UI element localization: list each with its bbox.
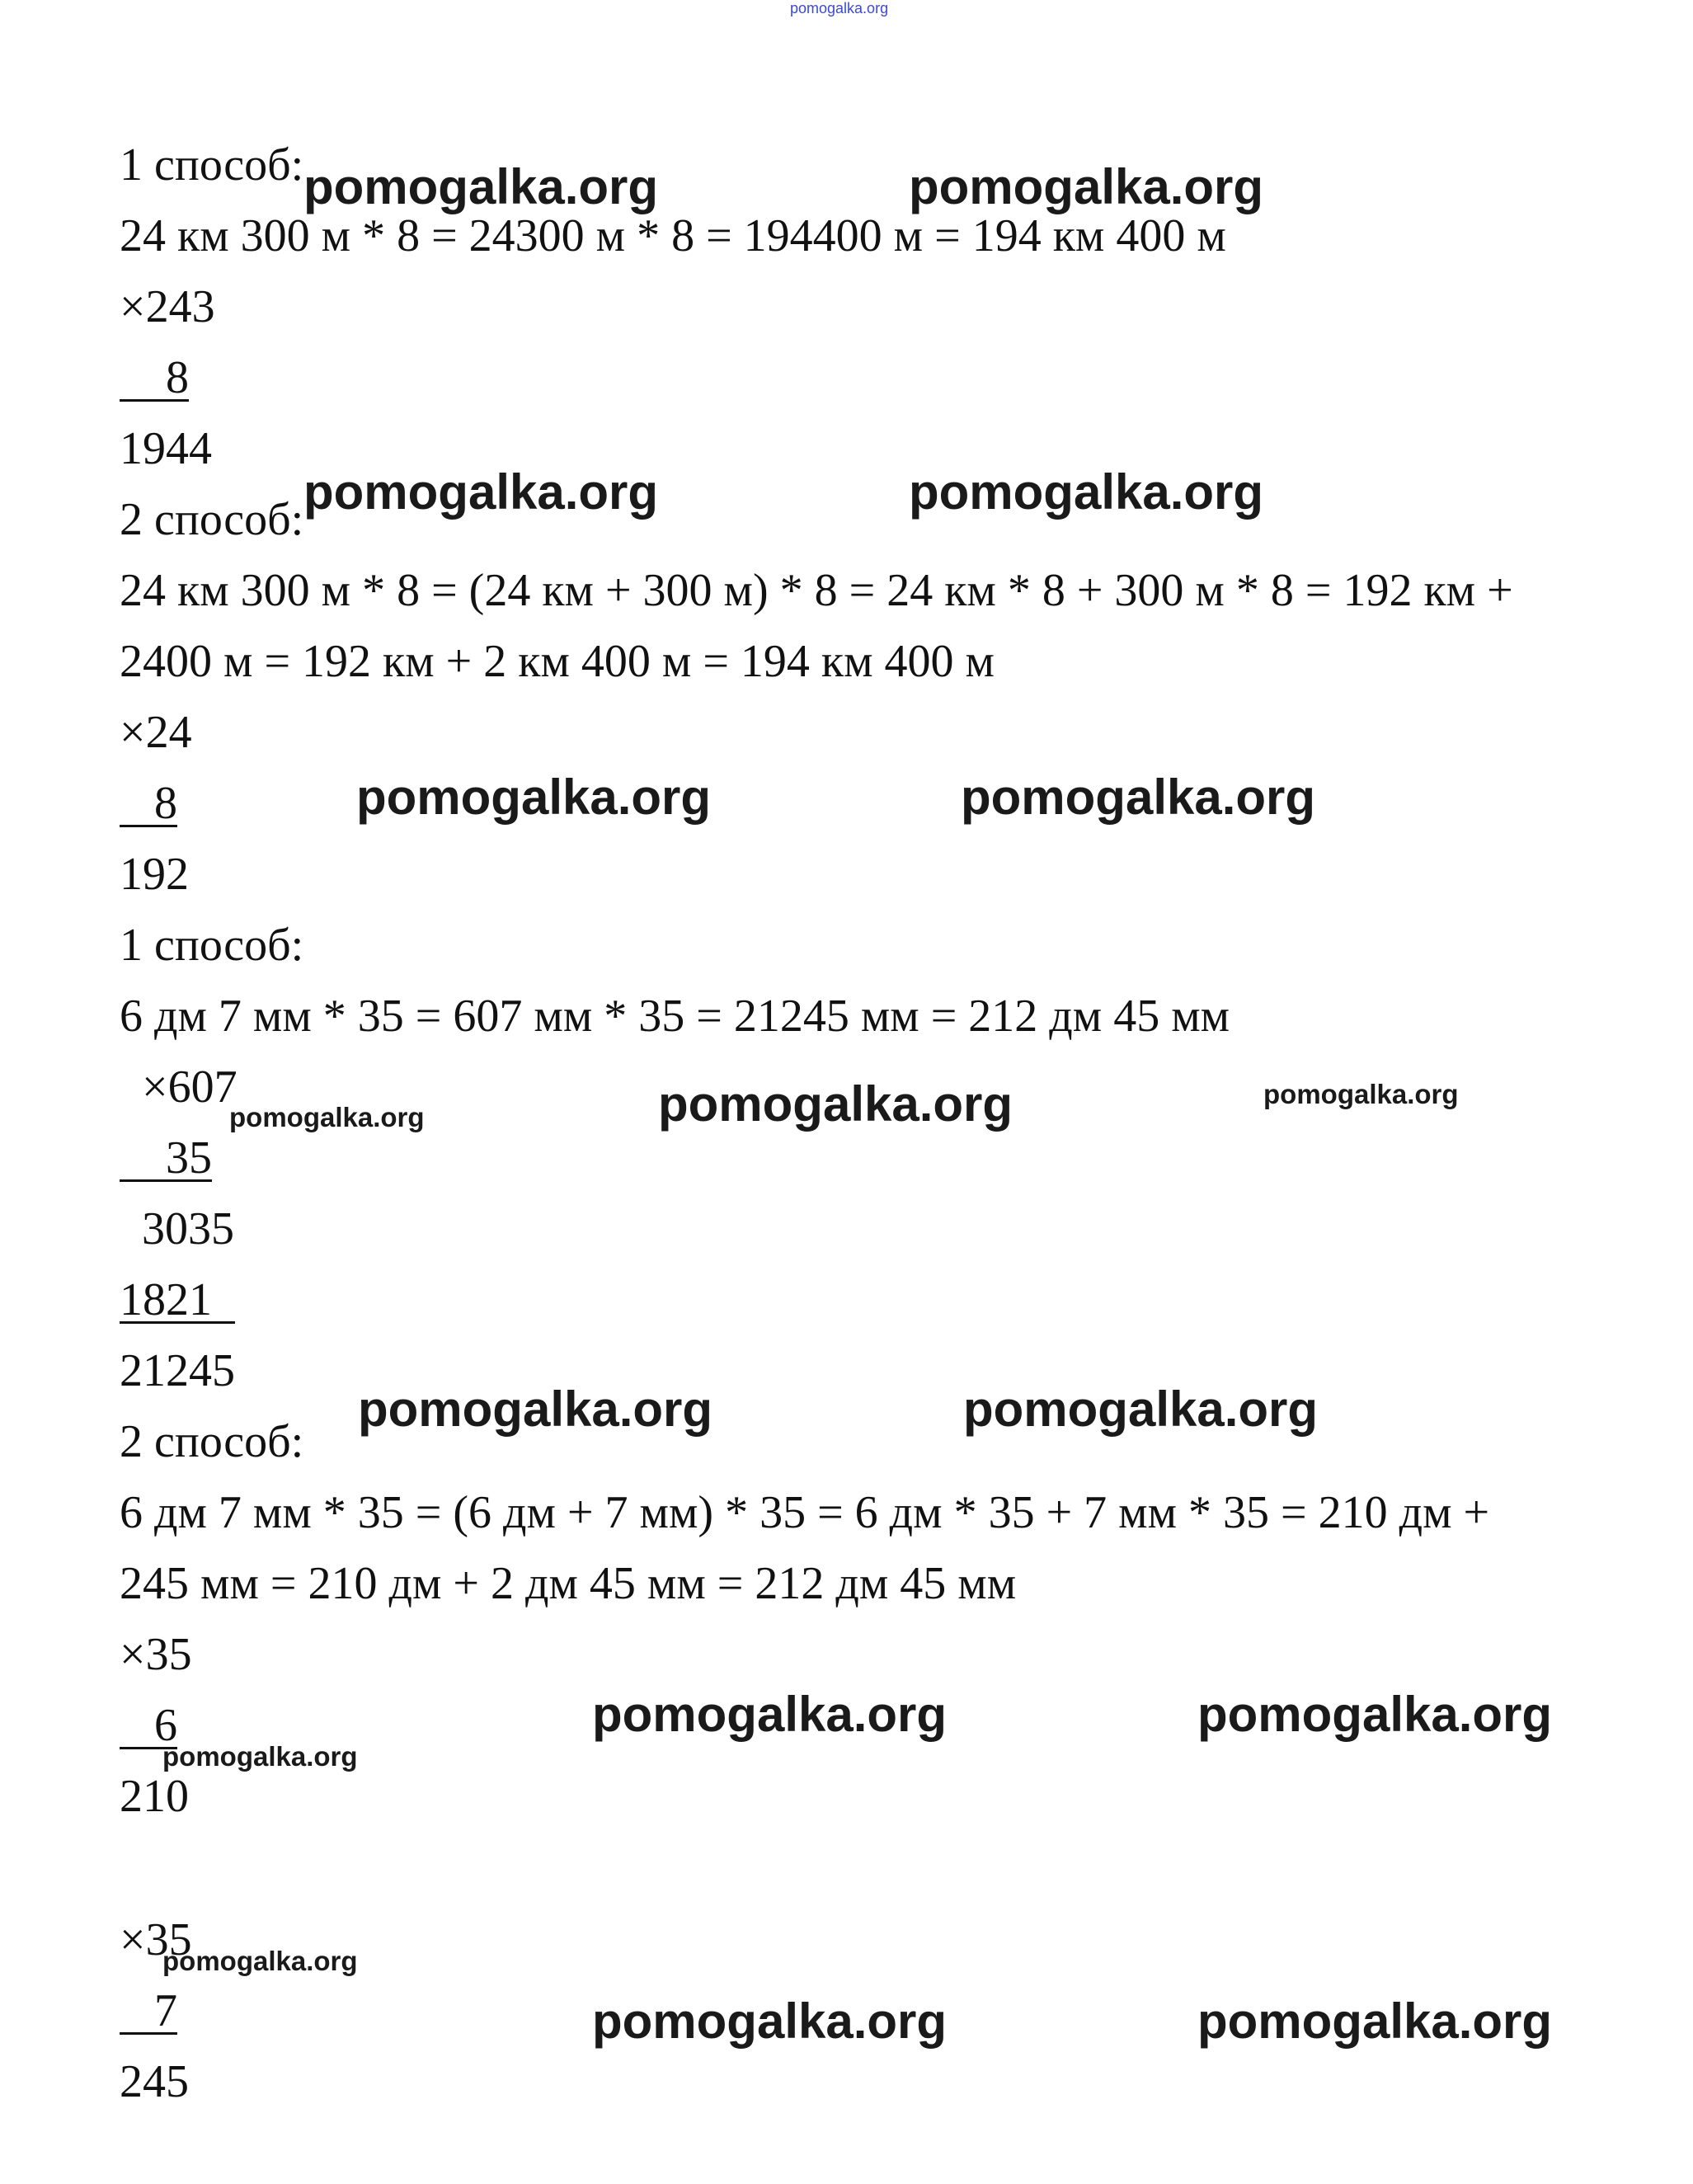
equation-line: 245 мм = 210 дм + 2 дм 45 мм = 212 дм 45 мм <box>120 1558 1017 1609</box>
equation-line: 2400 м = 192 км + 2 км 400 м = 194 км 400 м <box>120 636 995 687</box>
multiplicand: ×24 <box>120 707 192 758</box>
header-watermark: pomogalka.org <box>790 0 889 16</box>
watermark: pomogalka.org <box>1197 1687 1553 1742</box>
product: 245 <box>120 2056 189 2107</box>
watermark: pomogalka.org <box>162 1741 358 1772</box>
watermark: pomogalka.org <box>909 159 1264 214</box>
watermark: pomogalka.org <box>961 770 1316 825</box>
equation-line: 6 дм 7 мм * 35 = 607 мм * 35 = 21245 мм = 212 дм 45 мм <box>120 991 1230 1042</box>
watermark: pomogalka.org <box>162 1946 358 1976</box>
method-1-heading: 1 способ: <box>120 139 304 191</box>
watermark: pomogalka.org <box>358 1381 713 1437</box>
multiplicand: ×607 <box>142 1061 237 1113</box>
watermark: pomogalka.org <box>303 159 659 214</box>
product: 1944 <box>120 423 212 474</box>
product: 210 <box>120 1771 189 1822</box>
multiplicand: ×243 <box>120 281 215 332</box>
multiplier: 6 <box>120 1700 177 1751</box>
multiplicand: ×35 <box>120 1629 192 1680</box>
method-2-heading: 2 способ: <box>120 1416 304 1467</box>
partial-product: 1821 <box>120 1274 235 1325</box>
equation-line: 24 км 300 м * 8 = (24 км + 300 м) * 8 = 24 км * 8 + 300 м * 8 = 192 км + <box>120 565 1513 616</box>
watermark: pomogalka.org <box>658 1076 1013 1132</box>
method-1-heading: 1 способ: <box>120 920 304 971</box>
multiplier: 8 <box>120 778 177 829</box>
watermark: pomogalka.org <box>1197 1993 1553 2049</box>
product: 21245 <box>120 1345 235 1396</box>
product: 192 <box>120 849 189 900</box>
watermark: pomogalka.org <box>356 770 712 825</box>
multiplier: 7 <box>120 1985 177 2036</box>
multiplier: 8 <box>120 352 189 403</box>
multiplier: 35 <box>120 1132 212 1184</box>
equation-line: 6 дм 7 мм * 35 = (6 дм + 7 мм) * 35 = 6 дм * 35 + 7 мм * 35 = 210 дм + <box>120 1487 1490 1538</box>
equation-line: 24 км 300 м * 8 = 24300 м * 8 = 194400 м = 194 км 400 м <box>120 210 1226 261</box>
watermark: pomogalka.org <box>229 1102 425 1132</box>
multiplicand: ×35 <box>120 1914 192 1965</box>
watermark: pomogalka.org <box>1263 1079 1459 1109</box>
watermark: pomogalka.org <box>592 1687 948 1742</box>
method-2-heading: 2 способ: <box>120 494 304 545</box>
watermark: pomogalka.org <box>909 464 1264 520</box>
watermark: pomogalka.org <box>303 464 659 520</box>
watermark: pomogalka.org <box>592 1993 948 2049</box>
watermark: pomogalka.org <box>963 1381 1319 1437</box>
partial-product: 3035 <box>142 1203 234 1254</box>
